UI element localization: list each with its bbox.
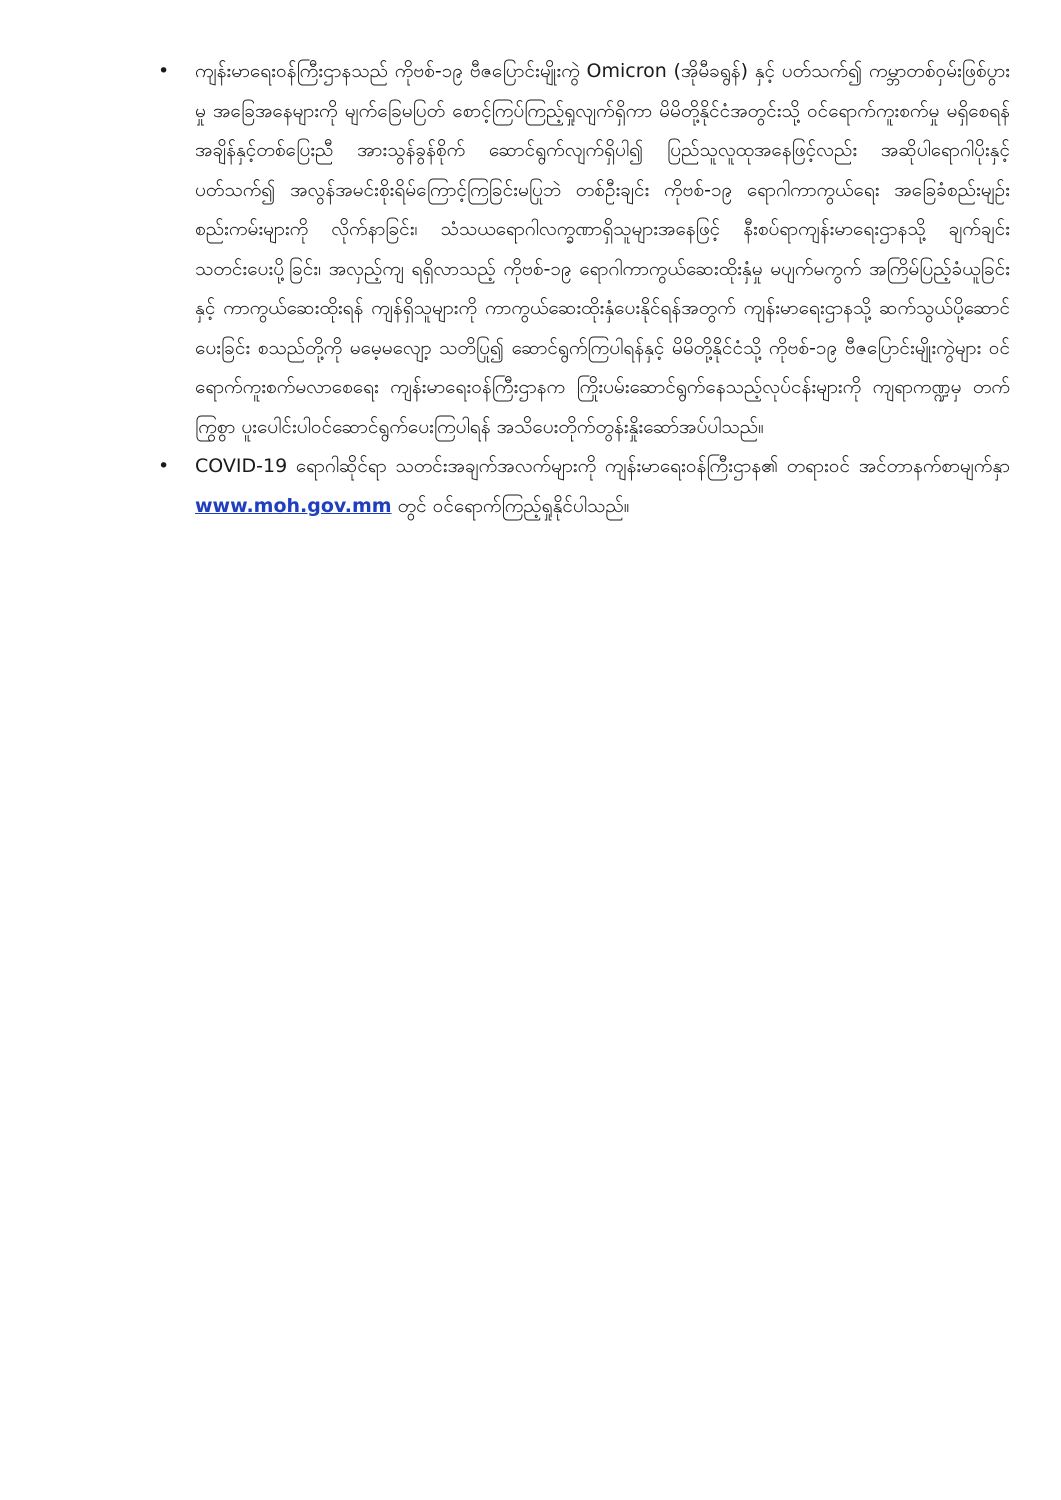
bullet-text: ကျန်းမာရေးဝန်ကြီးဌာနသည် ကိုဗစ်-၁၉ ဗီဇပြောင်းမျိုးကွဲ Omicron (အိုမီခရွန်) နှင့် ပတ်သက်၍ ကမ္ဘာတစ်ဝှမ်းဖြစ်ပွားမှု အခြေအနေများကို မျက်ခြေမပြတ် စောင့်ကြပ်ကြည့်ရှုလျက်ရှိကာ မိမိတို့နိုင်ငံအတွင်းသို့ ဝင်ရောက်ကူးစက်မှု မရှိစေရန် အချိန်နှင့်တစ်ပြေးညီ အားသွန်ခွန်စိုက် ဆောင်ရွက်လျက်ရှိပါ၍ ပြည်သူလူထုအနေဖြင့်လည်း အဆိုပါရောဂါပိုးနှင့် ပတ်သက်၍ အလွန်အမင်းစိုးရိမ်ကြောင့်ကြခြင်းမပြုဘဲ တစ်ဦးချင်း ကိုဗစ်-၁၉ ရောဂါကာကွယ်ရေး အခြေခံစည်းမျဉ်းစည်းကမ်းများကို လိုက်နာခြင်း၊ သံသယရောဂါလက္ခဏာရှိသူများအနေဖြင့် နီးစပ်ရာကျန်းမာရေးဌာနသို့ ချက်ချင်းသတင်းပေးပို့ခြင်း၊ အလှည့်ကျ ရရှိလာသည့် ကိုဗစ်-၁၉ ရောဂါကာကွယ်ဆေးထိုးနှံမှု မပျက်မကွက် အကြိမ်ပြည့်ခံယူခြင်းနှင့် ကာကွယ်ဆေးထိုးရန် ကျန်ရှိသူများကို ကာကွယ်ဆေးထိုးနှံပေးနိုင်ရန်အတွက် ကျန်းမာရေးဌာနသို့ ဆက်သွယ်ပို့ဆောင်ပေးခြင်း စသည်တို့ကို မမေ့မလျော့ သတိပြု၍ ဆောင်ရွက်ကြပါရန်နှင့် မိမိတို့နိုင်ငံသို့ ကိုဗစ်-၁၉ ဗီဇပြောင်းမျိုးကွဲများ ဝင်ရောက်ကူးစက်မလာစေရေး ကျန်းမာရေးဝန်ကြီးဌာနက ကြိုးပမ်းဆောင်ရွက်နေသည့်လုပ်ငန်းများကို ကျရာကဏ္ဍမှ တက်ကြွစွာ ပူးပေါင်းပါဝင်ဆောင်ရွက်ပေးကြပါရန် အသိပေးတိုက်တွန်းနှိုးဆော်အပ်ပါသည်။ bbox=[195, 60, 1010, 438]
bullet-text-before-link: COVID-19 ရောဂါဆိုင်ရာ သတင်းအချက်အလက်များကို ကျန်းမာရေးဝန်ကြီးဌာန၏ တရားဝင် အင်တာနက်စာမျက်နှာ bbox=[195, 455, 1010, 477]
bullet-marker: • bbox=[158, 455, 170, 477]
bullet-item-omicron-notice bbox=[155, 52, 1010, 447]
bullet-item-covid-info bbox=[155, 447, 1010, 526]
moh-website-link[interactable]: www.moh.gov.mm bbox=[195, 494, 392, 517]
bullet-list bbox=[155, 52, 1010, 526]
bullet-text bbox=[195, 447, 1010, 526]
bullet-text-after-link: တွင် ဝင်ရောက်ကြည့်ရှုနိုင်ပါသည်။ bbox=[391, 494, 630, 517]
bullet-marker: • bbox=[158, 60, 170, 82]
